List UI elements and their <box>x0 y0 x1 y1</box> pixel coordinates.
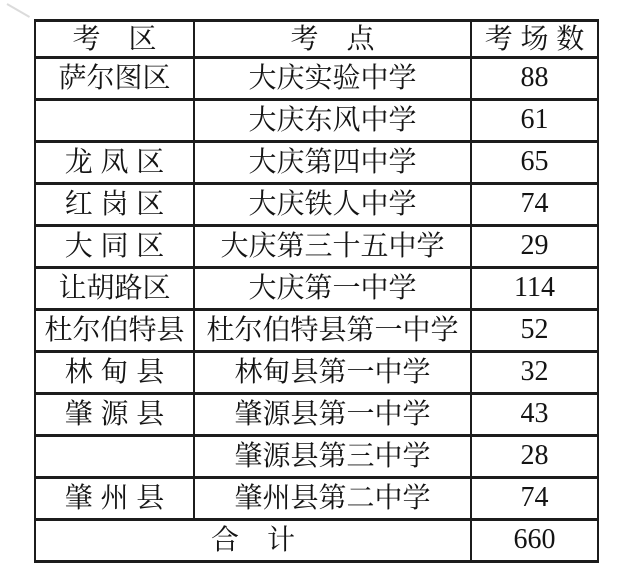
district-cell: 杜尔伯特县 <box>35 310 194 352</box>
rooms-cell: 88 <box>471 58 598 100</box>
district-cell <box>35 100 194 142</box>
district-cell: 让胡路区 <box>35 268 194 310</box>
rooms-cell: 114 <box>471 268 598 310</box>
table-row <box>35 268 598 310</box>
total-label-cell: 合 计 <box>35 520 471 562</box>
total-value-cell: 660 <box>471 520 598 562</box>
site-cell: 肇源县第一中学 <box>194 394 471 436</box>
rooms-cell: 74 <box>471 184 598 226</box>
table-row <box>35 184 598 226</box>
site-cell: 林甸县第一中学 <box>194 352 471 394</box>
site-cell: 大庆第三十五中学 <box>194 226 471 268</box>
site-cell: 杜尔伯特县第一中学 <box>194 310 471 352</box>
table-header-row <box>35 21 598 58</box>
rooms-cell: 52 <box>471 310 598 352</box>
table-row <box>35 352 598 394</box>
rooms-cell: 61 <box>471 100 598 142</box>
table-row <box>35 226 598 268</box>
rooms-cell: 28 <box>471 436 598 478</box>
district-cell: 肇 源 县 <box>35 394 194 436</box>
total-row <box>35 520 598 562</box>
header-district: 考 区 <box>35 21 194 58</box>
site-cell: 大庆实验中学 <box>194 58 471 100</box>
district-cell: 林 甸 县 <box>35 352 194 394</box>
rooms-cell: 29 <box>471 226 598 268</box>
table-row <box>35 478 598 520</box>
rooms-cell: 74 <box>471 478 598 520</box>
district-cell: 大 同 区 <box>35 226 194 268</box>
table-row <box>35 310 598 352</box>
corner-smudge-mark <box>7 3 31 18</box>
header-site: 考 点 <box>194 21 471 58</box>
table-row <box>35 394 598 436</box>
district-cell <box>35 436 194 478</box>
table-row <box>35 58 598 100</box>
site-cell: 大庆第四中学 <box>194 142 471 184</box>
district-cell: 肇 州 县 <box>35 478 194 520</box>
site-cell: 大庆第一中学 <box>194 268 471 310</box>
site-cell: 肇州县第二中学 <box>194 478 471 520</box>
site-cell: 大庆东风中学 <box>194 100 471 142</box>
site-cell: 肇源县第三中学 <box>194 436 471 478</box>
rooms-cell: 65 <box>471 142 598 184</box>
district-cell: 龙 凤 区 <box>35 142 194 184</box>
district-cell: 红 岗 区 <box>35 184 194 226</box>
table-row <box>35 142 598 184</box>
exam-rooms-table <box>34 19 599 563</box>
table-row <box>35 100 598 142</box>
site-cell: 大庆铁人中学 <box>194 184 471 226</box>
district-cell: 萨尔图区 <box>35 58 194 100</box>
rooms-cell: 43 <box>471 394 598 436</box>
table-row <box>35 436 598 478</box>
header-room-count: 考 场 数 <box>471 21 598 58</box>
rooms-cell: 32 <box>471 352 598 394</box>
